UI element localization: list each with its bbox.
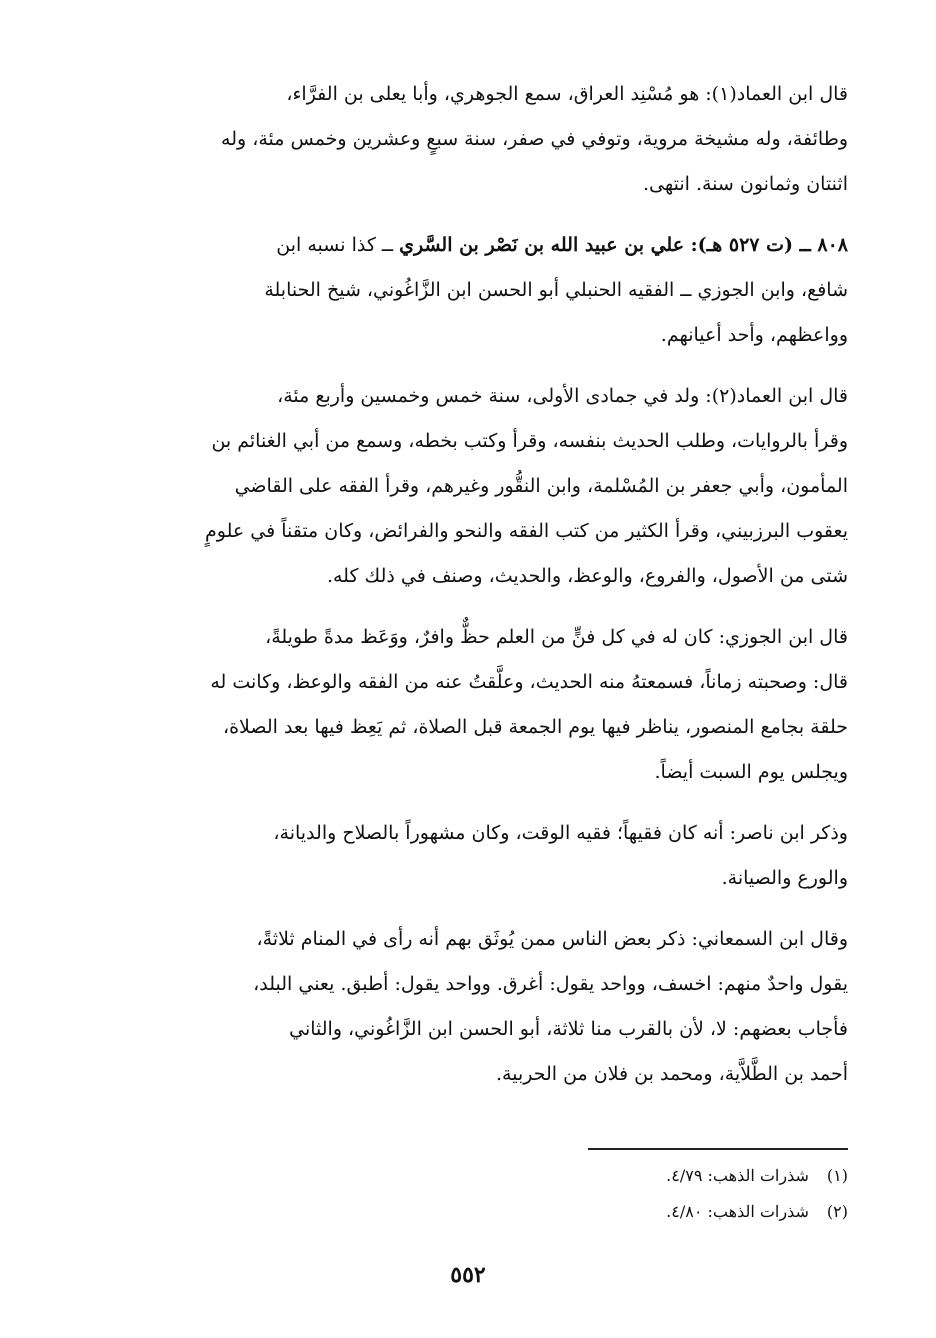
footnote-text: شذرات الذهب: ٤/٧٩. xyxy=(666,1166,809,1185)
paragraph-4 xyxy=(88,615,848,795)
text-line: وقرأ بالروايات، وطلب الحديث بنفسه، وقرأ وكتب بخطه، وسمع من أبي الغنائم بن xyxy=(211,430,848,452)
text-line-rest: ــ كذا نسبه ابن xyxy=(276,234,394,256)
text-line: يعقوب البرزبيني، وقرأ الكثير من كتب الفقه والنحو والفرائض، وكان متقناً في علومٍ xyxy=(204,520,848,542)
text-line: قال: وصحبته زماناً، فسمعتهُ منه الحديث، وعلَّقتُ عنه من الفقه والوعظ، وكانت له xyxy=(210,671,848,693)
paragraph-2-entry-808 xyxy=(88,223,848,358)
text-line: وطائفة، وله مشيخة مروية، وتوفي في صفر، سنة سبعٍ وعشرين وخمس مئة، وله xyxy=(221,128,848,150)
text-line: حلقة بجامع المنصور، يناظر فيها يوم الجمعة قبل الصلاة، ثم يَعِظ فيها بعد الصلاة، xyxy=(222,716,848,738)
text-line: قال ابن الجوزي: كان له في كل فنٍّ من العلم حظٌّ وافرٌ، ووَعَظ مدةً طويلةً، xyxy=(265,626,848,648)
text-line: وواعظهم، وأحد أعيانهم. xyxy=(660,324,848,346)
paragraph-5 xyxy=(88,811,848,901)
footnote-number: (١) xyxy=(826,1166,848,1185)
footnote-number: (٢) xyxy=(826,1202,848,1221)
page-number: ٥٥٢ xyxy=(450,1262,486,1288)
text-line: اثنتان وثمانون سنة. انتهى. xyxy=(642,173,848,195)
text-line: شافع، وابن الجوزي ــ الفقيه الحنبلي أبو الحسن ابن الزَّاغُوني، شيخ الحنابلة xyxy=(264,279,848,301)
text-line: والورع والصيانة. xyxy=(721,867,848,889)
paragraph-1 xyxy=(88,72,848,207)
entry-title: ٨٠٨ ــ (ت ٥٢٧ هـ): علي بن عبيد الله بن نَصْر بن السَّري xyxy=(399,234,848,256)
main-text xyxy=(88,72,848,1097)
paragraph-3 xyxy=(88,374,848,599)
footnotes xyxy=(88,1158,848,1230)
text-line: قال ابن العماد(١): هو مُسْنِد العراق، سمع الجوهري، وأبا يعلى بن الفرَّاء، xyxy=(286,83,848,105)
text-line: وقال ابن السمعاني: ذكر بعض الناس ممن يُوثَق بهم أنه رأى في المنام ثلاثةً، xyxy=(256,928,848,950)
text-line: فأجاب بعضهم: لا، لأن بالقرب منا ثلاثة، أبو الحسن ابن الزَّاغُوني، والثاني xyxy=(289,1018,848,1040)
text-line xyxy=(88,223,848,268)
footnote-text: شذرات الذهب: ٤/٨٠. xyxy=(666,1202,809,1221)
text-line: شتى من الأصول، والفروع، والوعظ، والحديث، وصنف في ذلك كله. xyxy=(326,565,848,587)
footnote-2 xyxy=(88,1194,848,1230)
footnote-separator xyxy=(588,1148,848,1150)
paragraph-6 xyxy=(88,917,848,1097)
text-line: أحمد بن الطَّلاَّية، ومحمد بن فلان من الحربية. xyxy=(495,1063,848,1085)
text-line: وذكر ابن ناصر: أنه كان فقيهاً؛ فقيه الوقت، وكان مشهوراً بالصلاح والديانة، xyxy=(273,822,848,844)
footnote-1 xyxy=(88,1158,848,1194)
text-line: يقول واحدٌ منهم: اخسف، وواحد يقول: أغرق. وواحد يقول: أطبق. يعني البلد، xyxy=(253,973,848,995)
text-line: قال ابن العماد(٢): ولد في جمادى الأولى، سنة خمس وخمسين وأربع مئة، xyxy=(277,385,848,407)
text-line: ويجلس يوم السبت أيضاً. xyxy=(654,761,848,783)
text-line: المأمون، وأبي جعفر بن المُسْلمة، وابن النقُّور وغيرهم، وقرأ الفقه على القاضي xyxy=(234,475,848,497)
